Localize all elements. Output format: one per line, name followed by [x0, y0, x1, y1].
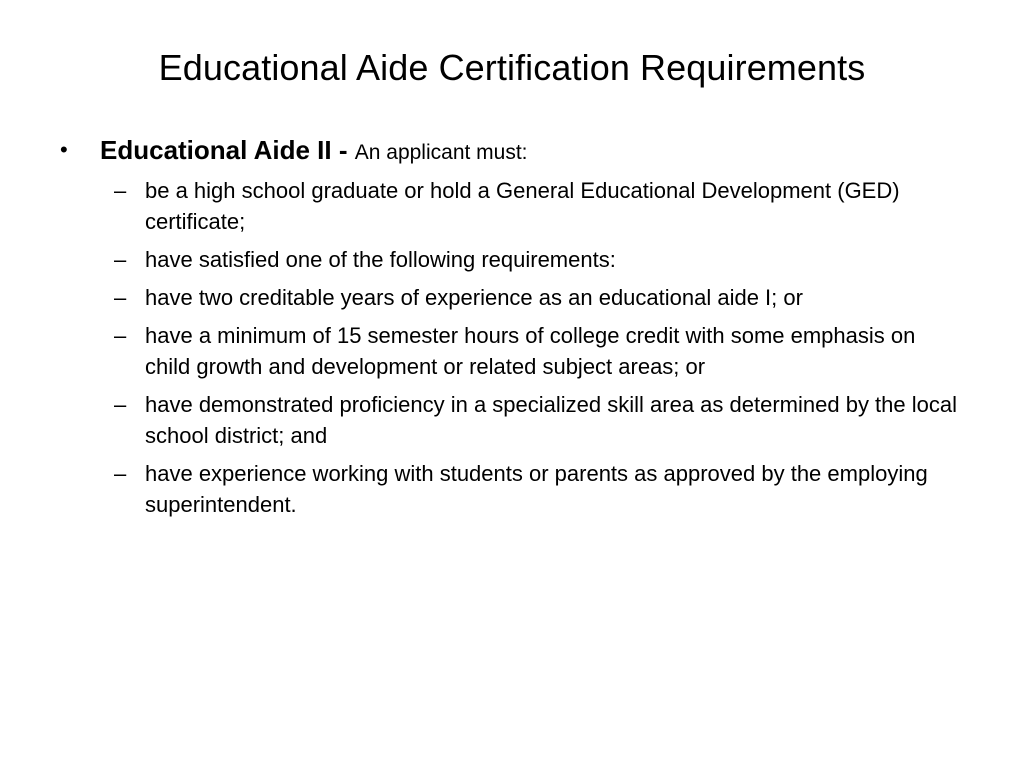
sub-list-item [56, 282, 965, 313]
sub-item-text: be a high school graduate or hold a General Educational Development (GED) certificate; [145, 178, 900, 234]
sub-item-text: have two creditable years of experience as an educational aide I; or [145, 285, 803, 310]
dash-icon: – [114, 285, 127, 310]
bullet-item [56, 132, 956, 171]
bullet-heading: Educational Aide II - [100, 135, 348, 165]
bullet-text: An applicant must: [354, 141, 528, 164]
sub-item-text: have a minimum of 15 semester hours of college credit with some emphasis on child growth and development or related subject areas; or [145, 323, 916, 379]
sub-item-text: have satisfied one of the following requirements: [145, 247, 616, 272]
dash-icon: – [114, 323, 127, 348]
sub-list [56, 175, 956, 520]
bullet-icon: • [60, 137, 68, 162]
sub-list-item [56, 389, 965, 451]
dash-icon: – [114, 247, 127, 272]
dash-icon: – [114, 392, 127, 417]
slide-title: Educational Aide Certification Requirements [158, 47, 866, 88]
slide-content [56, 132, 956, 527]
sub-item-text: have experience working with students or parents as approved by the employing superintendent. [145, 461, 928, 517]
sub-list-item [56, 175, 965, 237]
sub-list-item [56, 320, 965, 382]
sub-list-item [56, 244, 965, 275]
sub-list-item [56, 458, 965, 520]
sub-item-text: have demonstrated proficiency in a specialized skill area as determined by the local school district; and [145, 392, 957, 448]
dash-icon: – [114, 178, 127, 203]
dash-icon: – [114, 461, 127, 486]
